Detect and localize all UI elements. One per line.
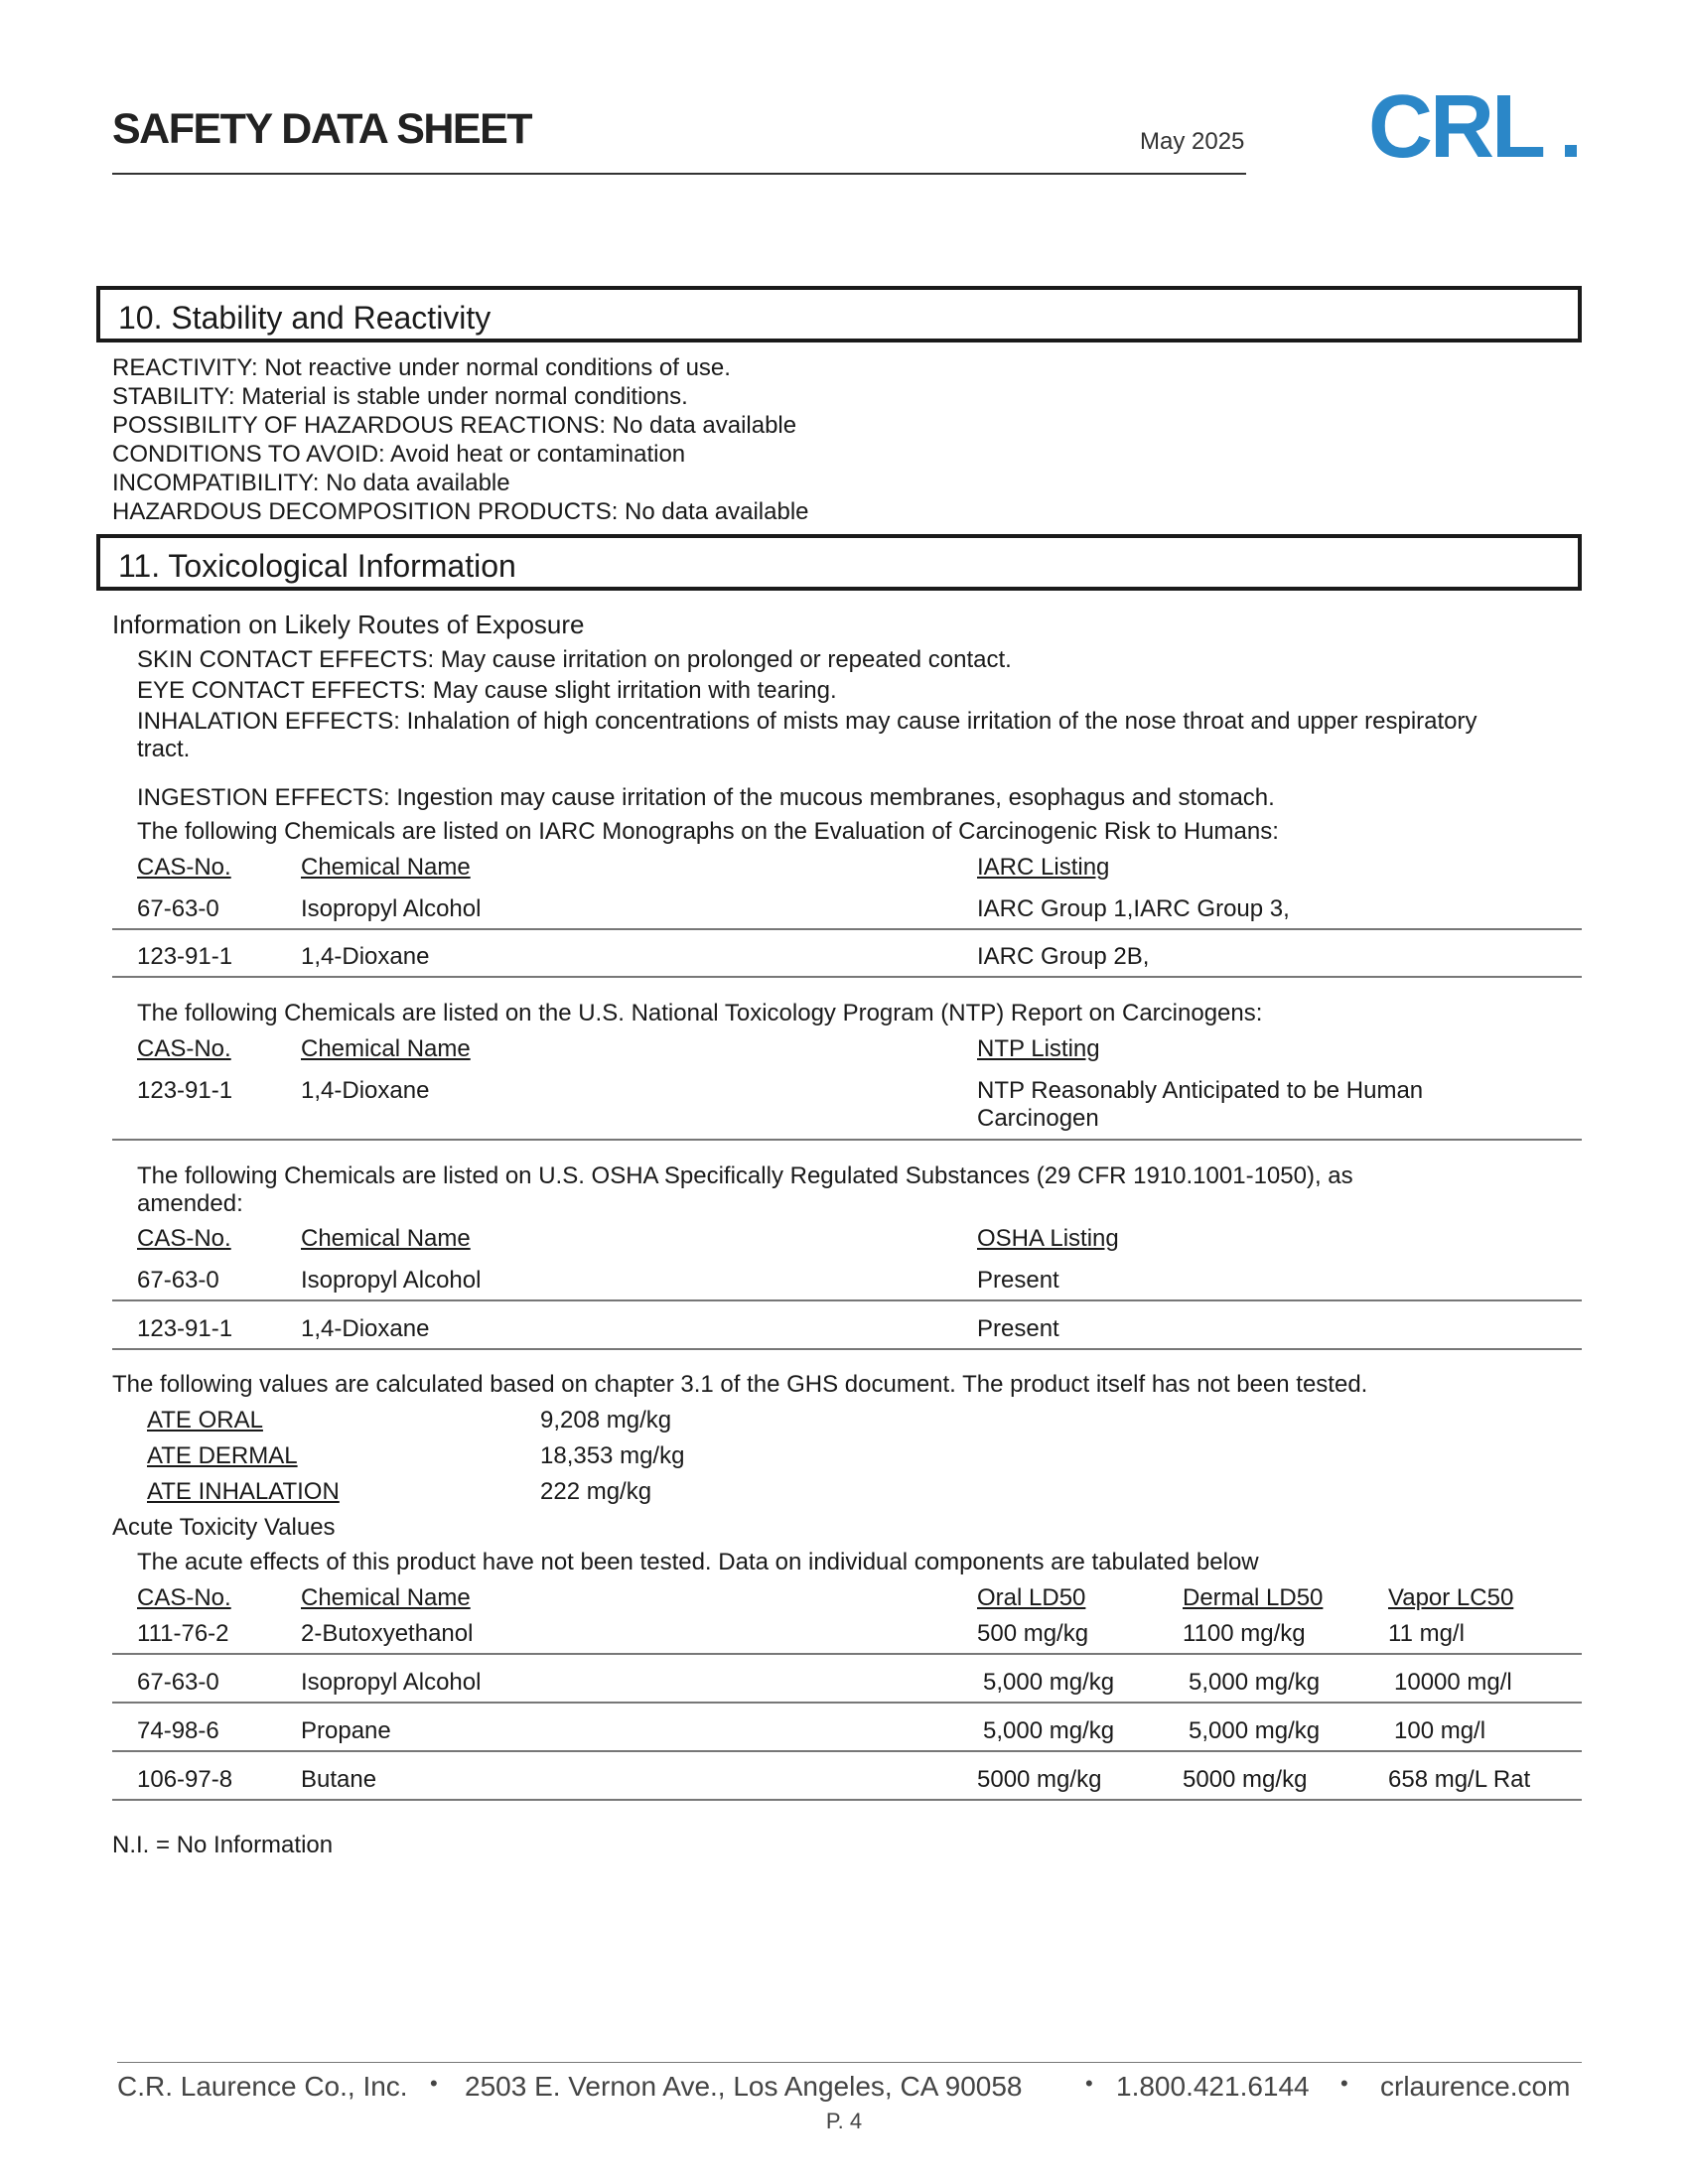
ntp-row-1-listing: NTP Reasonably Anticipated to be Human xyxy=(977,1077,1424,1104)
acute-header-cas: CAS-No. xyxy=(137,1584,231,1611)
page-title: SAFETY DATA SHEET xyxy=(112,105,532,153)
acute-row-1-vapor: 11 mg/l xyxy=(1388,1620,1465,1647)
ate-oral-label: ATE ORAL xyxy=(147,1407,263,1433)
iarc-row-2-listing: IARC Group 2B, xyxy=(977,943,1150,970)
osha-header-listing: OSHA Listing xyxy=(977,1225,1119,1252)
acute-row-3-vapor: 100 mg/l xyxy=(1394,1717,1486,1744)
footer-address: 2503 E. Vernon Ave., Los Angeles, CA 90058 xyxy=(465,2071,1023,2102)
footer-website: crlaurence.com xyxy=(1380,2071,1571,2102)
table-row-divider xyxy=(112,1139,1582,1141)
logo-dot xyxy=(1565,145,1577,157)
section-10-heading-box xyxy=(96,286,1582,342)
table-row-divider xyxy=(112,1348,1582,1350)
acute-row-3-oral: 5,000 mg/kg xyxy=(983,1717,1115,1744)
header-divider xyxy=(112,173,1246,175)
footer-company: C.R. Laurence Co., Inc. xyxy=(117,2071,408,2102)
acute-row-2-dermal: 5,000 mg/kg xyxy=(1189,1669,1321,1696)
ate-oral-value: 9,208 mg/kg xyxy=(540,1407,672,1433)
acute-row-3-chemical: Propane xyxy=(301,1717,391,1744)
footer-separator: • xyxy=(430,2071,438,2096)
acute-header-vapor: Vapor LC50 xyxy=(1388,1584,1514,1611)
iarc-row-1-cas: 67-63-0 xyxy=(137,895,219,922)
iarc-row-2-chemical: 1,4-Dioxane xyxy=(301,943,430,970)
acute-row-4-cas: 106-97-8 xyxy=(137,1766,233,1793)
acute-row-2-vapor: 10000 mg/l xyxy=(1394,1669,1512,1696)
ntp-header-chemical: Chemical Name xyxy=(301,1035,471,1062)
inhalation-line-cont: tract. xyxy=(137,736,191,762)
ntp-row-1-chemical: 1,4-Dioxane xyxy=(301,1077,430,1104)
page-number: P. 4 xyxy=(825,2109,863,2133)
section-11-heading-box xyxy=(96,534,1582,591)
ntp-header-cas: CAS-No. xyxy=(137,1035,231,1062)
ntp-row-1-cas: 123-91-1 xyxy=(137,1077,233,1104)
iarc-header-cas: CAS-No. xyxy=(137,854,231,881)
conditions-to-avoid-line: CONDITIONS TO AVOID: Avoid heat or contamination xyxy=(112,441,686,468)
osha-row-2-cas: 123-91-1 xyxy=(137,1315,233,1342)
ate-dermal-value: 18,353 mg/kg xyxy=(540,1442,685,1469)
acute-row-4-chemical: Butane xyxy=(301,1766,377,1793)
footer-phone: 1.800.421.6144 xyxy=(1116,2071,1310,2102)
acute-toxicity-heading: Acute Toxicity Values xyxy=(112,1514,336,1541)
iarc-row-2-cas: 123-91-1 xyxy=(137,943,233,970)
logo-text: CRL xyxy=(1368,85,1543,169)
table-row-divider xyxy=(112,1653,1582,1655)
ntp-intro: The following Chemicals are listed on the U.S. National Toxicology Program (NTP) Report on Carcinogens: xyxy=(137,1000,1263,1026)
osha-intro-cont: amended: xyxy=(137,1190,243,1217)
ingestion-line: INGESTION EFFECTS: Ingestion may cause irritation of the mucous membranes, esophagus and stomach. xyxy=(137,784,1275,811)
ate-dermal-label: ATE DERMAL xyxy=(147,1442,298,1469)
acute-row-1-chemical: 2-Butoxyethanol xyxy=(301,1620,474,1647)
iarc-row-1-listing: IARC Group 1,IARC Group 3, xyxy=(977,895,1290,922)
iarc-header-chemical: Chemical Name xyxy=(301,854,471,881)
hazardous-reactions-line: POSSIBILITY OF HAZARDOUS REACTIONS: No data available xyxy=(112,412,797,439)
acute-row-1-cas: 111-76-2 xyxy=(137,1620,229,1647)
acute-row-3-dermal: 5,000 mg/kg xyxy=(1189,1717,1321,1744)
acute-header-chemical: Chemical Name xyxy=(301,1584,471,1611)
acute-row-4-oral: 5000 mg/kg xyxy=(977,1766,1102,1793)
reactivity-line: REACTIVITY: Not reactive under normal conditions of use. xyxy=(112,354,731,381)
acute-row-4-vapor: 658 mg/L Rat xyxy=(1388,1766,1531,1793)
ntp-row-1-listing-cont: Carcinogen xyxy=(977,1105,1099,1132)
section-10-heading: 10. Stability and Reactivity xyxy=(118,300,492,336)
acute-row-3-cas: 74-98-6 xyxy=(137,1717,219,1744)
iarc-row-1-chemical: Isopropyl Alcohol xyxy=(301,895,482,922)
acute-row-1-dermal: 1100 mg/kg xyxy=(1183,1620,1306,1647)
table-row-divider xyxy=(112,1750,1582,1752)
stability-line: STABILITY: Material is stable under normal conditions. xyxy=(112,383,688,410)
osha-header-chemical: Chemical Name xyxy=(301,1225,471,1252)
osha-row-1-chemical: Isopropyl Alcohol xyxy=(301,1267,482,1294)
iarc-intro: The following Chemicals are listed on IARC Monographs on the Evaluation of Carcinogenic Risk to Humans: xyxy=(137,818,1279,845)
skin-contact-line: SKIN CONTACT EFFECTS: May cause irritation on prolonged or repeated contact. xyxy=(137,646,1012,673)
osha-row-2-chemical: 1,4-Dioxane xyxy=(301,1315,430,1342)
ntp-header-listing: NTP Listing xyxy=(977,1035,1100,1062)
acute-row-2-cas: 67-63-0 xyxy=(137,1669,219,1696)
table-row-divider xyxy=(112,1299,1582,1301)
iarc-header-listing: IARC Listing xyxy=(977,854,1110,881)
acute-header-dermal: Dermal LD50 xyxy=(1183,1584,1324,1611)
table-row-divider xyxy=(112,1702,1582,1704)
crl-logo xyxy=(1368,85,1582,169)
footer-divider xyxy=(117,2062,1582,2063)
ate-inhalation-label: ATE INHALATION xyxy=(147,1478,340,1505)
ni-note: N.I. = No Information xyxy=(112,1832,334,1858)
acute-header-oral: Oral LD50 xyxy=(977,1584,1086,1611)
acute-row-2-oral: 5,000 mg/kg xyxy=(983,1669,1115,1696)
incompatibility-line: INCOMPATIBILITY: No data available xyxy=(112,470,510,496)
acute-row-1-oral: 500 mg/kg xyxy=(977,1620,1089,1647)
acute-row-4-dermal: 5000 mg/kg xyxy=(1183,1766,1308,1793)
osha-row-1-listing: Present xyxy=(977,1267,1059,1294)
document-date: May 2025 xyxy=(1140,128,1245,155)
section-11-heading: 11. Toxicological Information xyxy=(118,548,516,584)
osha-row-1-cas: 67-63-0 xyxy=(137,1267,219,1294)
osha-intro: The following Chemicals are listed on U.S. OSHA Specifically Regulated Substances (29 CFR 1910.1001-1050), as xyxy=(137,1162,1353,1189)
acute-row-2-chemical: Isopropyl Alcohol xyxy=(301,1669,482,1696)
osha-header-cas: CAS-No. xyxy=(137,1225,231,1252)
ghs-intro: The following values are calculated based on chapter 3.1 of the GHS document. The product itself has not been tested. xyxy=(112,1371,1368,1398)
footer-separator: • xyxy=(1085,2071,1093,2096)
inhalation-line: INHALATION EFFECTS: Inhalation of high concentrations of mists may cause irritation of the nose throat and upper respiratory xyxy=(137,708,1477,735)
table-row-divider xyxy=(112,1799,1582,1801)
osha-row-2-listing: Present xyxy=(977,1315,1059,1342)
acute-toxicity-intro: The acute effects of this product have not been tested. Data on individual components are tabulated below xyxy=(137,1549,1259,1575)
eye-contact-line: EYE CONTACT EFFECTS: May cause slight irritation with tearing. xyxy=(137,677,837,704)
table-row-divider xyxy=(112,928,1582,930)
table-row-divider xyxy=(112,976,1582,978)
ate-inhalation-value: 222 mg/kg xyxy=(540,1478,652,1505)
routes-of-exposure-heading: Information on Likely Routes of Exposure xyxy=(112,610,585,639)
decomposition-products-line: HAZARDOUS DECOMPOSITION PRODUCTS: No data available xyxy=(112,498,809,525)
footer-separator: • xyxy=(1340,2071,1348,2096)
